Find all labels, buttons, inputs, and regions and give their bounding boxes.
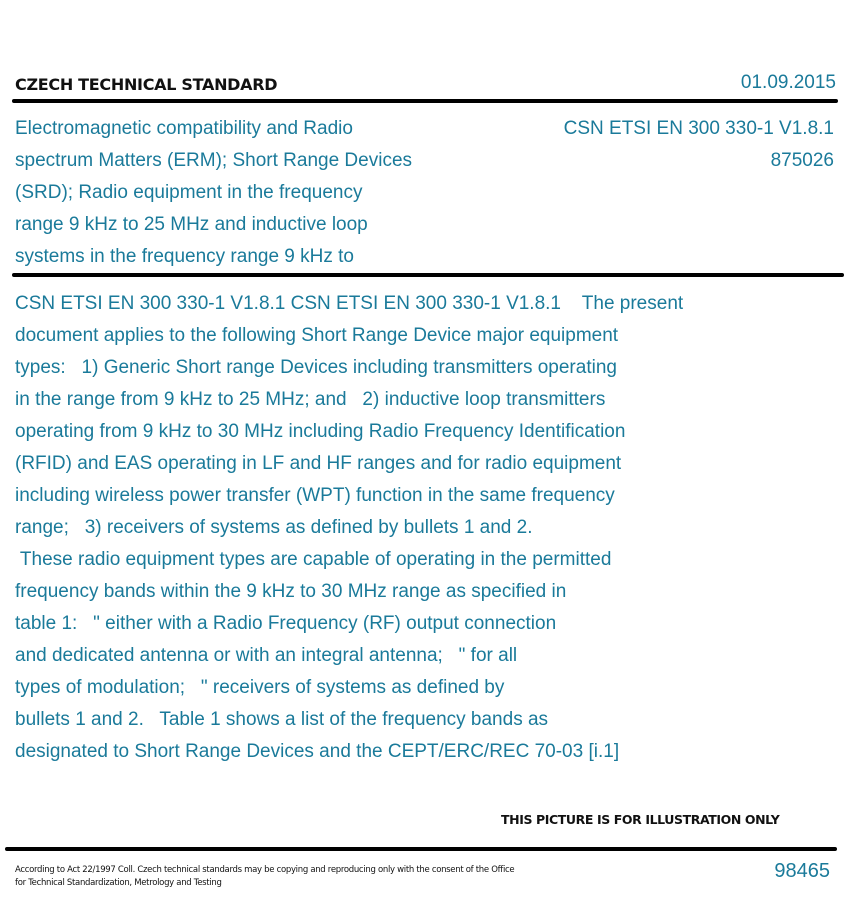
document-type-title: CZECH TECHNICAL STANDARD	[15, 75, 278, 94]
abstract-line: designated to Short Range Devices and the CEPT/ERC/REC 70-03 [i.1]	[15, 741, 620, 762]
footer-divider	[5, 847, 837, 851]
catalog-number: 875026	[770, 150, 834, 171]
abstract-line: in the range from 9 kHz to 25 MHz; and 2) inductive loop transmitters	[15, 389, 606, 410]
title-line: range 9 kHz to 25 MHz and inductive loop	[15, 214, 368, 235]
standard-identifiers	[564, 113, 834, 177]
header-divider	[12, 99, 838, 103]
title-line: Electromagnetic compatibility and Radio	[15, 118, 353, 139]
footer-document-number: 98465	[774, 860, 830, 882]
standard-title	[15, 113, 485, 273]
abstract-line: operating from 9 kHz to 30 MHz including Radio Frequency Identification	[15, 421, 626, 442]
abstract-line: These radio equipment types are capable of operating in the permitted	[15, 549, 612, 570]
abstract-line: CSN ETSI EN 300 330-1 V1.8.1 CSN ETSI EN 300 330-1 V1.8.1 The present	[15, 293, 684, 314]
abstract-line: including wireless power transfer (WPT) function in the same frequency	[15, 485, 615, 506]
title-line: (SRD); Radio equipment in the frequency	[15, 182, 363, 203]
abstract-line: document applies to the following Short Range Device major equipment	[15, 325, 619, 346]
title-line: systems in the frequency range 9 kHz to	[15, 246, 354, 267]
document-abstract	[15, 288, 815, 768]
standard-code: CSN ETSI EN 300 330-1 V1.8.1	[563, 118, 834, 139]
illustration-disclaimer: THIS PICTURE IS FOR ILLUSTRATION ONLY	[501, 812, 780, 827]
abstract-line: frequency bands within the 9 kHz to 30 MHz range as specified in	[15, 581, 567, 602]
title-line: spectrum Matters (ERM); Short Range Devices	[15, 150, 413, 171]
abstract-line: and dedicated antenna or with an integral antenna; " for all	[15, 645, 518, 666]
legal-notice	[15, 864, 514, 890]
publication-date: 01.09.2015	[740, 72, 836, 93]
abstract-line: types of modulation; " receivers of systems as defined by	[15, 677, 505, 698]
title-divider	[12, 273, 844, 277]
abstract-line: table 1: " either with a Radio Frequency (RF) output connection	[15, 613, 557, 634]
abstract-line: bullets 1 and 2. Table 1 shows a list of the frequency bands as	[15, 709, 549, 730]
abstract-line: (RFID) and EAS operating in LF and HF ranges and for radio equipment	[15, 453, 622, 474]
legal-notice-line: for Technical Standardization, Metrology and Testing	[15, 878, 222, 888]
abstract-line: range; 3) receivers of systems as defined by bullets 1 and 2.	[15, 517, 533, 538]
legal-notice-line: According to Act 22/1997 Coll. Czech technical standards may be copying and reproducing only with the consent of the Office	[15, 865, 515, 875]
abstract-line: types: 1) Generic Short range Devices including transmitters operating	[15, 357, 617, 378]
